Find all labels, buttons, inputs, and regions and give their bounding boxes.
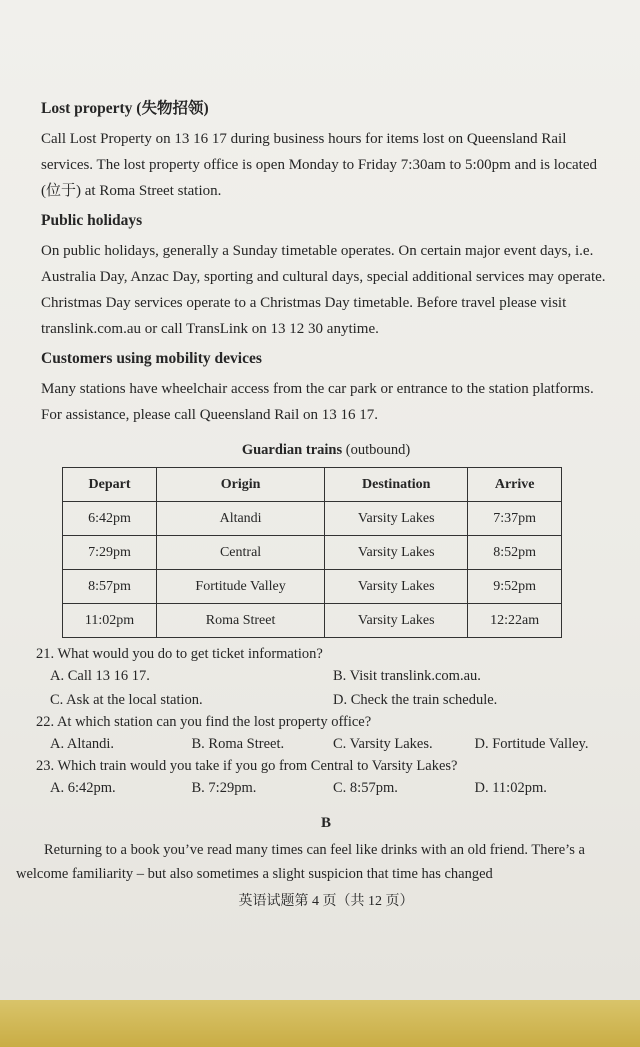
question-21-options [50,665,616,711]
table-row [63,536,562,570]
cell-depart: 6:42pm [63,502,157,536]
cell-arrive: 7:37pm [468,502,562,536]
timetable-title [36,442,616,459]
cell-depart: 8:57pm [63,570,157,604]
cell-arrive: 8:52pm [468,536,562,570]
question-22: 22. At which station can you find the lost property office? [36,714,372,730]
option-c: C. 8:57pm. [333,780,398,796]
header-origin: Origin [157,468,325,502]
lost-property-body: Call Lost Property on 13 16 17 during business hours for items lost on Queensland Rail services. The lost property office is open Monday to Friday 7:30am to 5:00pm and is located (位于) at Roma Street station. [41,131,598,199]
question-23-options [50,777,616,799]
lost-property-heading: Lost property (失物招领) [41,100,209,117]
option-b: B. Roma Street. [191,736,285,752]
cell-arrive: 12:22am [468,604,562,638]
option-d: D. Check the train schedule. [333,692,498,708]
public-holidays-body: On public holidays, generally a Sunday timetable operates. On certain major event days, i.e. Australia Day, Anzac Day, sporting and cultural days, special additional services may operate. Christmas Day services operate to a Christmas Day timetable. Before travel please visit translink.com.au or call TransLink on 13 12 30 anytime. [41,243,606,337]
question-21: 21. What would you do to get ticket information? [36,646,323,662]
option-b: B. 7:29pm. [191,780,257,796]
cell-destination: Varsity Lakes [325,502,468,536]
cell-origin: Central [157,536,325,570]
header-arrive: Arrive [468,468,562,502]
cell-destination: Varsity Lakes [325,604,468,638]
header-depart: Depart [63,468,157,502]
table-row [63,570,562,604]
timetable-title-rest: (outbound) [342,442,411,458]
cell-depart: 7:29pm [63,536,157,570]
option-a: A. 6:42pm. [50,780,116,796]
option-c: C. Ask at the local station. [50,692,203,708]
desk-surface [0,1000,640,1047]
cell-origin: Fortitude Valley [157,570,325,604]
question-22-options [50,733,616,755]
public-holidays-heading: Public holidays [41,212,143,229]
option-d: D. 11:02pm. [474,780,547,796]
questions [36,646,616,799]
section-b-passage: Returning to a book you’ve read many times can feel like drinks with an old friend. There’s a welcome familiarity – but also sometimes a slight suspicion that time has changed [16,842,585,882]
mobility-heading: Customers using mobility devices [41,350,262,367]
option-a: A. Altandi. [50,736,115,752]
option-a: A. Call 13 16 17. [50,668,150,684]
cell-arrive: 9:52pm [468,570,562,604]
page-footer: 英语试题第 4 页（共 12 页） [238,894,414,909]
table-row [63,502,562,536]
header-destination: Destination [325,468,468,502]
timetable-title-bold: Guardian trains [241,442,343,458]
page-content [16,96,616,910]
timetable-table [62,467,562,638]
cell-destination: Varsity Lakes [325,536,468,570]
option-b: B. Visit translink.com.au. [333,668,481,684]
table-row [63,604,562,638]
timetable-header-row [63,468,562,502]
mobility-body: Many stations have wheelchair access from the car park or entrance to the station platforms. For assistance, please call Queensland Rail on 13 16 17. [41,381,594,423]
cell-origin: Altandi [157,502,325,536]
option-c: C. Varsity Lakes. [333,736,433,752]
option-d: D. Fortitude Valley. [474,736,589,752]
cell-origin: Roma Street [157,604,325,638]
cell-destination: Varsity Lakes [325,570,468,604]
cell-depart: 11:02pm [63,604,157,638]
section-b-label: B [320,815,331,831]
question-23: 23. Which train would you take if you go from Central to Varsity Lakes? [36,758,458,774]
